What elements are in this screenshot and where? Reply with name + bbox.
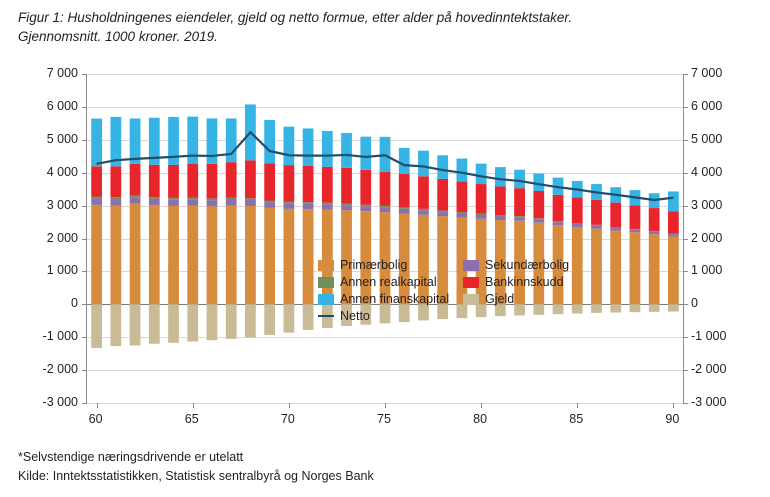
x-axis-label: 75 <box>377 412 391 426</box>
legend-item[interactable] <box>318 292 463 306</box>
y-axis-label-right: 2 000 <box>691 230 723 245</box>
figure-title-line-2: Gjennomsnitt. 1000 kroner. 2019. <box>18 29 218 44</box>
y-axis-label-left: -1 000 <box>42 329 78 344</box>
x-axis-label: 70 <box>280 412 295 426</box>
x-axis-tick <box>577 403 578 408</box>
legend-label: Annen realkapital <box>340 275 437 289</box>
y-axis-label-right: 1 000 <box>691 263 723 278</box>
legend-item[interactable] <box>463 292 618 306</box>
legend-item[interactable] <box>318 275 463 289</box>
y-axis-label-right: -1 000 <box>691 329 727 344</box>
y-axis-label-left: 2 000 <box>46 230 78 245</box>
legend-swatch <box>318 277 334 288</box>
legend-swatch <box>463 260 479 271</box>
legend-label: Sekundærbolig <box>485 258 570 272</box>
y-axis-label-right: 4 000 <box>691 164 723 179</box>
legend-label: Bankinnskudd <box>485 275 564 289</box>
legend-item[interactable] <box>318 309 463 323</box>
y-axis-label-right: 5 000 <box>691 131 723 146</box>
y-axis-label-left: 3 000 <box>46 197 78 212</box>
legend-label: Netto <box>340 309 370 323</box>
x-axis-tick <box>193 403 194 408</box>
legend-label: Gjeld <box>485 292 515 306</box>
legend-swatch <box>318 294 334 305</box>
plot-area <box>86 74 684 404</box>
x-axis-tick <box>97 403 98 408</box>
legend-item[interactable] <box>463 258 618 272</box>
legend-swatch <box>463 294 479 305</box>
y-axis-tick <box>683 403 688 404</box>
legend-swatch <box>318 315 334 317</box>
y-axis-tick <box>683 239 688 240</box>
y-axis-tick <box>683 140 688 141</box>
y-axis-label-right: -2 000 <box>691 362 727 377</box>
x-axis-tick <box>673 403 674 408</box>
y-axis-label-right: -3 000 <box>691 395 727 409</box>
x-axis-tick <box>481 403 482 408</box>
y-axis-label-left: 0 <box>71 296 78 311</box>
chart-container <box>0 62 770 426</box>
x-axis-tick <box>289 403 290 408</box>
legend-swatch <box>463 277 479 288</box>
figure-footnotes <box>18 448 374 486</box>
legend-swatch <box>318 260 334 271</box>
x-axis-tick <box>385 403 386 408</box>
y-axis-label-right: 0 <box>691 296 698 311</box>
y-axis-tick <box>683 304 688 305</box>
chart-legend <box>318 258 618 323</box>
y-axis-label-right: 7 000 <box>691 66 723 80</box>
footnote-line-1: *Selvstendige næringsdrivende er utelatt <box>18 450 244 464</box>
y-axis-label-right: 3 000 <box>691 197 723 212</box>
legend-item[interactable] <box>318 258 463 272</box>
x-axis-label: 85 <box>569 412 584 426</box>
figure-title <box>18 8 758 46</box>
y-axis-tick <box>683 74 688 75</box>
y-axis-label-left: -3 000 <box>42 395 78 409</box>
y-axis-tick <box>683 206 688 207</box>
y-axis-label-left: 1 000 <box>46 263 78 278</box>
x-axis-label: 80 <box>473 412 488 426</box>
x-axis-label: 90 <box>665 412 680 426</box>
y-axis-label-left: 4 000 <box>46 164 78 179</box>
y-axis-tick <box>683 337 688 338</box>
footnote-line-2: Kilde: Inntektsstatistikken, Statistisk sentralbyrå og Norges Bank <box>18 469 374 483</box>
netto-polyline <box>97 132 674 200</box>
legend-item[interactable] <box>463 275 618 289</box>
legend-label: Annen finanskapital <box>340 292 450 306</box>
y-axis-tick <box>683 271 688 272</box>
y-axis-tick <box>683 107 688 108</box>
y-axis-tick <box>683 173 688 174</box>
netto-line <box>87 74 683 403</box>
y-axis-label-left: 6 000 <box>46 98 78 113</box>
y-axis-label-right: 6 000 <box>691 98 723 113</box>
legend-label: Primærbolig <box>340 258 408 272</box>
figure-title-line-1: Figur 1: Husholdningenes eiendeler, gjeld og netto formue, etter alder på hovedinntektstaker. <box>18 10 573 25</box>
y-axis-label-left: 5 000 <box>46 131 78 146</box>
x-axis-label: 60 <box>88 412 103 426</box>
y-axis-label-left: 7 000 <box>46 66 78 80</box>
y-axis-tick <box>82 403 87 404</box>
y-axis-tick <box>683 370 688 371</box>
y-axis-label-left: -2 000 <box>42 362 78 377</box>
x-axis-label: 65 <box>184 412 199 426</box>
